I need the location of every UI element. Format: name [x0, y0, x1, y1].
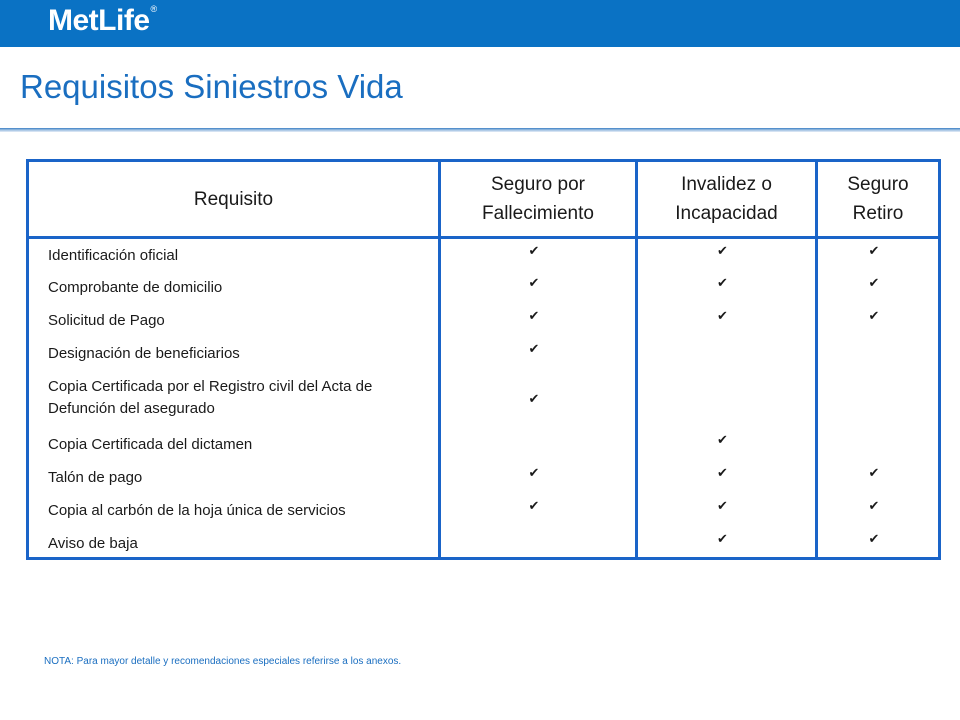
checkmark-icon: ✔ [528, 497, 540, 513]
checkmark-icon: ✔ [868, 464, 880, 480]
check-invalidez-cell [637, 271, 817, 304]
checkmark-icon: ✔ [717, 431, 728, 447]
page-title: Requisitos Siniestros Vida [20, 68, 403, 105]
checkmark-icon: ✔ [717, 530, 728, 546]
requirements-table [26, 159, 941, 560]
check-retiro-cell [817, 527, 940, 559]
row-label: Copia Certificada por el Registro civil del Acta de Defunción del asegurado [28, 370, 440, 428]
check-invalidez-cell [637, 461, 817, 494]
row-label: Identificación oficial [28, 238, 440, 271]
checkmark-icon: ✔ [717, 307, 728, 323]
title-divider [0, 128, 960, 132]
check-retiro-cell [817, 304, 940, 337]
check-fallecimiento-cell [440, 527, 637, 559]
check-retiro-cell [817, 238, 940, 271]
checkmark-icon: ✔ [528, 340, 540, 356]
check-fallecimiento-cell [440, 337, 637, 370]
checkmark-icon: ✔ [868, 497, 880, 513]
table-row [28, 238, 940, 271]
checkmark-icon: ✔ [528, 464, 540, 480]
checkmark-icon: ✔ [717, 274, 728, 290]
checkmark-icon: ✔ [717, 464, 728, 480]
row-label: Designación de beneficiarios [28, 337, 440, 370]
table-row [28, 271, 940, 304]
table-header-row [28, 161, 940, 238]
row-label: Aviso de baja [28, 527, 440, 559]
check-retiro-cell [817, 461, 940, 494]
check-retiro-cell [817, 494, 940, 527]
table-row [28, 304, 940, 337]
check-fallecimiento-cell [440, 428, 637, 461]
table-row [28, 461, 940, 494]
requirements-table-container [26, 159, 938, 560]
footnote: NOTA: Para mayor detalle y recomendaciones especiales referirse a los anexos. [44, 656, 402, 667]
check-invalidez-cell [637, 527, 817, 559]
check-retiro-cell [817, 370, 940, 428]
row-label: Copia al carbón de la hoja única de servicios [28, 494, 440, 527]
header-seguro-fallecimiento: Seguro por Fallecimiento [440, 161, 637, 238]
check-retiro-cell [817, 428, 940, 461]
checkmark-icon: ✔ [868, 243, 880, 258]
header-requisito: Requisito [28, 161, 440, 238]
checkmark-icon: ✔ [868, 274, 880, 290]
header-seguro-retiro: Seguro Retiro [817, 161, 940, 238]
checkmark-icon: ✔ [868, 307, 880, 323]
checkmark-icon: ✔ [528, 307, 540, 323]
check-invalidez-cell [637, 370, 817, 428]
check-invalidez-cell [637, 238, 817, 271]
metlife-logo: MetLife® [48, 4, 157, 37]
table-row [28, 337, 940, 370]
row-label: Comprobante de domicilio [28, 271, 440, 304]
check-fallecimiento-cell [440, 494, 637, 527]
table-row [28, 527, 940, 559]
checkmark-icon: ✔ [717, 497, 728, 513]
table-row [28, 370, 940, 428]
table-row [28, 494, 940, 527]
row-label: Solicitud de Pago [28, 304, 440, 337]
check-invalidez-cell [637, 337, 817, 370]
header-invalidez-incapacidad: Invalidez o Incapacidad [637, 161, 817, 238]
row-label: Talón de pago [28, 461, 440, 494]
header-bar [0, 0, 960, 47]
row-label: Copia Certificada del dictamen [28, 428, 440, 461]
check-invalidez-cell [637, 494, 817, 527]
check-fallecimiento-cell [440, 461, 637, 494]
check-fallecimiento-cell [440, 238, 637, 271]
checkmark-icon: ✔ [868, 530, 880, 546]
checkmark-icon: ✔ [528, 243, 540, 258]
checkmark-icon: ✔ [528, 390, 540, 406]
table-row [28, 428, 940, 461]
check-retiro-cell [817, 337, 940, 370]
check-fallecimiento-cell [440, 370, 637, 428]
check-fallecimiento-cell [440, 271, 637, 304]
checkmark-icon: ✔ [717, 243, 728, 258]
table-body [28, 238, 940, 559]
check-retiro-cell [817, 271, 940, 304]
checkmark-icon: ✔ [528, 274, 540, 290]
check-invalidez-cell [637, 304, 817, 337]
check-invalidez-cell [637, 428, 817, 461]
check-fallecimiento-cell [440, 304, 637, 337]
